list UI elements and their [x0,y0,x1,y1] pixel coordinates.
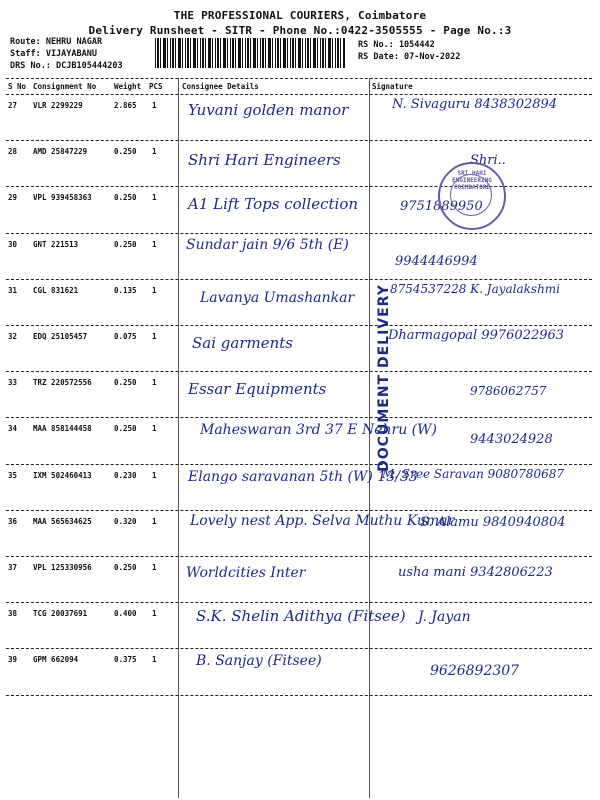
row-consignment-no: EDQ 25105457 [33,332,88,341]
row-signature-handwritten: 9751889950 [400,199,483,215]
row-sno: 34 [8,424,18,434]
row-pcs: 1 [152,332,157,341]
row-pcs: 1 [152,193,157,203]
row-signature-handwritten: 9443024928 [470,432,553,448]
col-consignment: Consignment No [33,82,97,91]
drs-number: DRS No.: DCJB105444203 [10,61,123,71]
row-consignment-no: AMD 25847229 [33,147,88,157]
table-row [6,95,592,141]
row-weight: 0.135 [114,285,137,295]
table-row [6,372,592,418]
row-consignee-handwritten: Sundar jain 9/6 5th (E) [186,236,349,253]
barcode [155,38,345,68]
row-sno: 28 [8,147,18,157]
document-delivery-stamp: DOCUMENT DELIVERY [375,284,392,472]
row-sno: 37 [8,563,18,572]
row-consignee-handwritten: Yuvani golden manor [188,101,349,119]
table-row [6,465,592,511]
row-consignee-handwritten: Essar Equipments [188,380,327,399]
table-row [6,511,592,557]
row-consignment-no: CGL 831621 [33,285,79,295]
row-weight: 0.250 [114,424,137,434]
row-sno: 35 [8,470,18,480]
row-consignment-no: MAA 858144458 [33,424,92,434]
row-weight: 0.230 [114,470,137,480]
row-weight: 0.075 [114,332,137,341]
row-sno: 29 [8,193,18,203]
row-weight: 0.250 [114,378,137,388]
row-consignment-no: VLR 2299229 [33,101,83,110]
row-pcs: 1 [152,470,157,480]
table-row [6,557,592,603]
row-signature-handwritten: S. Alamu 9840940804 [420,514,566,530]
row-sno: 31 [8,285,18,295]
row-sno: 39 [8,655,18,665]
row-weight: 0.250 [114,147,137,157]
row-divider [6,695,592,696]
row-weight: 0.375 [114,655,137,665]
table-row [6,418,592,464]
route-label: Route: NEHRU NAGAR [10,37,103,47]
row-sno: 27 [8,101,18,110]
row-consignment-no: IXM 502460413 [33,470,92,480]
table-row [6,141,592,187]
row-consignment-no: GNT 221513 [33,239,79,249]
header-top-rule [6,78,592,79]
row-signature-handwritten: Shri.. [470,153,506,169]
row-consignee-handwritten: A1 Lift Tops collection [188,195,359,214]
row-consignee-handwritten: Sai garments [192,334,293,352]
row-sno: 30 [8,239,18,249]
row-signature-handwritten: 8754537228 K. Jayalakshmi [390,281,561,296]
row-consignee-handwritten: Lovely nest App. Selva Muthu Kumar [190,512,455,529]
row-signature-handwritten: 9786062757 [470,384,547,399]
company-title: THE PROFESSIONAL COURIERS, Coimbatore [173,9,427,22]
row-pcs: 1 [152,285,157,295]
row-consignment-no: VPL 939458363 [33,193,92,203]
row-pcs: 1 [152,378,157,388]
table-row [6,649,592,695]
row-sno: 33 [8,378,18,388]
col-pcs: PCS [149,82,163,91]
row-pcs: 1 [152,563,157,572]
row-consignment-no: TRZ 220572556 [33,378,92,388]
runsheet-subtitle: Delivery Runsheet - SITR - Phone No.:0422-3505555 - Page No.:3 [88,24,512,37]
row-pcs: 1 [152,424,157,434]
col-sno: S No [8,82,27,91]
seal-text: SRI HARI ENGINEERING COIMBATORE [452,170,492,191]
row-signature-handwritten: N. Sivaguru 8438302894 [392,97,558,112]
row-pcs: 1 [152,239,157,249]
row-consignee-handwritten: Worldcities Inter [186,565,306,581]
col-weight: Weight [114,82,142,91]
row-consignment-no: GPM 662094 [33,655,79,665]
row-pcs: 1 [152,655,157,665]
row-weight: 0.250 [114,193,137,203]
table-row [6,280,592,326]
row-pcs: 1 [152,516,157,526]
row-consignment-no: MAA 565634625 [33,516,92,526]
row-pcs: 1 [152,101,157,110]
company-seal [438,162,506,230]
row-consignee-handwritten: S.K. Shelin Adithya (Fitsee) [196,607,406,626]
table-row [6,603,592,649]
rs-date: RS Date: 07-Nov-2022 [358,52,461,62]
row-weight: 0.320 [114,516,137,526]
rs-number: RS No.: 1054442 [358,40,435,50]
row-consignee-handwritten: Elango saravanan 5th (W) 13/33 [188,468,418,485]
staff-label: Staff: VIJAYABANU [10,49,97,59]
row-weight: 2.865 [114,101,137,110]
row-consignment-no: TCG 20037691 [33,609,88,619]
row-consignee-handwritten: Shri Hari Engineers [188,151,341,170]
row-signature-handwritten: 9626892307 [430,663,520,680]
row-weight: 0.400 [114,609,137,619]
row-consignee-handwritten: Maheswaran 3rd 37 E Nehru (W) [200,422,437,439]
row-weight: 0.250 [114,563,137,572]
row-signature-handwritten: J. Jayan [418,609,471,626]
row-consignment-no: VPL 125330956 [33,563,92,572]
row-signature-handwritten: usha mani 9342806223 [398,565,553,580]
row-pcs: 1 [152,147,157,157]
table-row [6,234,592,280]
col-consignee: Consignee Details [182,82,259,91]
row-signature-handwritten: M. Sree Saravan 9080780687 [382,466,564,481]
table-row [6,326,592,372]
row-weight: 0.250 [114,239,137,249]
row-signature-handwritten: Dharmagopal 9976022963 [388,328,565,343]
row-sno: 32 [8,332,18,341]
row-consignee-handwritten: B. Sanjay (Fitsee) [196,653,322,670]
row-sno: 38 [8,609,18,619]
row-sno: 36 [8,516,18,526]
row-pcs: 1 [152,609,157,619]
row-consignee-handwritten: Lavanya Umashankar [200,289,355,306]
col-signature: Signature [372,82,413,91]
row-signature-handwritten: 9944446994 [395,253,478,269]
